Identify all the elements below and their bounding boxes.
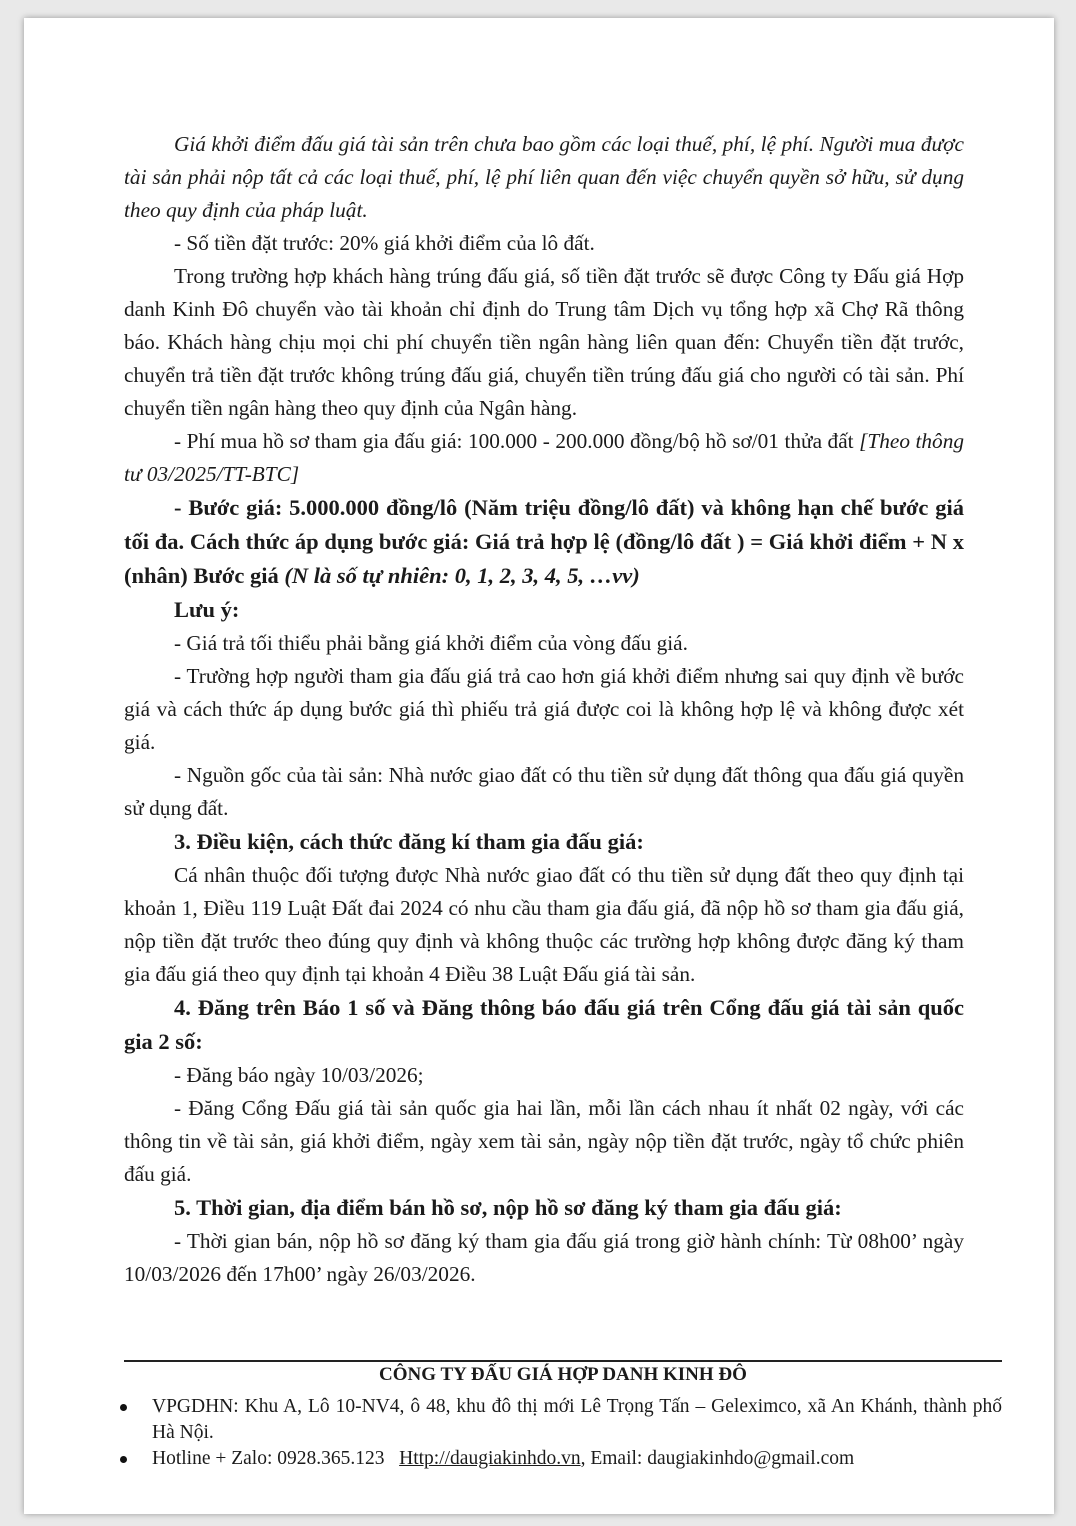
invalid-bid-paragraph: - Trường hợp người tham gia đấu giá trả cao hơn giá khởi điểm nhưng sai quy định về bước giá và cách thức áp dụng bước giá thì phiếu trả giá được coi là không hợp lệ và không được xét giá. — [124, 664, 964, 754]
eligibility-paragraph: Cá nhân thuộc đối tượng được Nhà nước giao đất có thu tiền sử dụng đất theo quy định tại khoản 1, Điều 119 Luật Đất đai 2024 có nhu cầu tham gia đấu giá, đã nộp hồ sơ tham gia đấu giá, nộp tiền đặt trước theo đúng quy định và không thuộc các trường hợp không được đăng ký tham gia đấu giá theo quy định tại khoản 4 Điều 38 Luật Đấu giá tài sản. — [124, 863, 964, 986]
dossier-fee-text: - Phí mua hồ sơ tham gia đấu giá: 100.000 - 200.000 đồng/bộ hồ sơ/01 thửa đất — [174, 429, 860, 453]
bullet-icon — [120, 1456, 127, 1463]
footer-hotline: Hotline + Zalo: 0928.365.123 — [152, 1448, 385, 1469]
tax-note-paragraph: Giá khởi điểm đấu giá tài sản trên chưa bao gồm các loại thuế, phí, lệ phí. Người mua được tài sản phải nộp tất cả các loại thuế, phí, lệ phí liên quan đến việc chuyển quyền sở hữu, sử dụng theo quy định của pháp luật. — [124, 132, 964, 222]
footer-contact-item — [124, 1446, 1002, 1472]
footer-address-item — [124, 1394, 1002, 1446]
bid-step-note: (N là số tự nhiên: 0, 1, 2, 3, 4, 5, …vv) — [284, 563, 640, 588]
newspaper-date-line: - Đăng báo ngày 10/03/2026; — [174, 1063, 424, 1087]
document-body — [124, 128, 964, 1291]
dossier-time-paragraph: - Thời gian bán, nộp hồ sơ đăng ký tham gia đấu giá trong giờ hành chính: Từ 08h00’ ngày 10/03/2026 đến 17h00’ ngày 26/03/2026. — [124, 1229, 964, 1286]
bid-step-paragraph — [124, 491, 964, 593]
note-heading: Lưu ý: — [174, 597, 240, 622]
dossier-fee-reference: [Theo thông tư 03/2025/TT-BTC] — [124, 429, 965, 486]
asset-origin-paragraph: - Nguồn gốc của tài sản: Nhà nước giao đất có thu tiền sử dụng đất thông qua đấu giá quyền sử dụng đất. — [124, 763, 964, 820]
footer-address: VPGDHN: Khu A, Lô 10-NV4, ô 48, khu đô thị mới Lê Trọng Tấn – Geleximco, xã An Khánh, thành phố Hà Nội. — [152, 1396, 1002, 1443]
footer-website-link[interactable]: Http://daugiakinhdo.vn — [399, 1448, 581, 1469]
section-5-heading: 5. Thời gian, địa điểm bán hồ sơ, nộp hồ sơ đăng ký tham gia đấu giá: — [174, 1195, 842, 1220]
dossier-fee-paragraph — [124, 425, 964, 491]
footer — [124, 1362, 1002, 1472]
minimum-bid-line: - Giá trả tối thiểu phải bằng giá khởi điểm của vòng đấu giá. — [174, 631, 688, 655]
bid-step-text: - Bước giá: 5.000.000 đồng/lô (Năm triệu đồng/lô đất) và không hạn chế bước giá tối đa. Cách thức áp dụng bước giá: Giá trả hợp lệ (đồng/lô đất ) = Giá khởi điểm + N x (nhân) Bước giá — [124, 495, 964, 588]
footer-company-name: CÔNG TY ĐẤU GIÁ HỢP DANH KINH ĐÔ — [379, 1364, 747, 1385]
section-3-heading: 3. Điều kiện, cách thức đăng kí tham gia đấu giá: — [174, 829, 644, 854]
portal-posting-paragraph: - Đăng Cổng Đấu giá tài sản quốc gia hai lần, mỗi lần cách nhau ít nhất 02 ngày, với các thông tin về tài sản, giá khởi điểm, ngày xem tài sản, ngày nộp tiền đặt trước, ngày tổ chức phiên đấu giá. — [124, 1096, 964, 1186]
footer-email: , Email: daugiakinhdo@gmail.com — [580, 1448, 855, 1469]
deposit-amount-line: - Số tiền đặt trước: 20% giá khởi điểm của lô đất. — [174, 231, 595, 255]
deposit-transfer-paragraph: Trong trường hợp khách hàng trúng đấu giá, số tiền đặt trước sẽ được Công ty Đấu giá Hợp danh Kinh Đô chuyển vào tài khoản chỉ định do Trung tâm Dịch vụ tổng hợp xã Chợ Rã thông báo. Khách hàng chịu mọi chi phí chuyển tiền ngân hàng liên quan đến: Chuyển tiền đặt trước, chuyển trả tiền đặt trước không trúng đấu giá, chuyển tiền trúng đấu giá cho người có tài sản. Phí chuyển tiền ngân hàng theo quy định của Ngân hàng. — [124, 264, 964, 420]
section-4-heading: 4. Đăng trên Báo 1 số và Đăng thông báo đấu giá trên Cổng đấu giá tài sản quốc gia 2 số: — [124, 995, 964, 1054]
bullet-icon — [120, 1404, 127, 1411]
